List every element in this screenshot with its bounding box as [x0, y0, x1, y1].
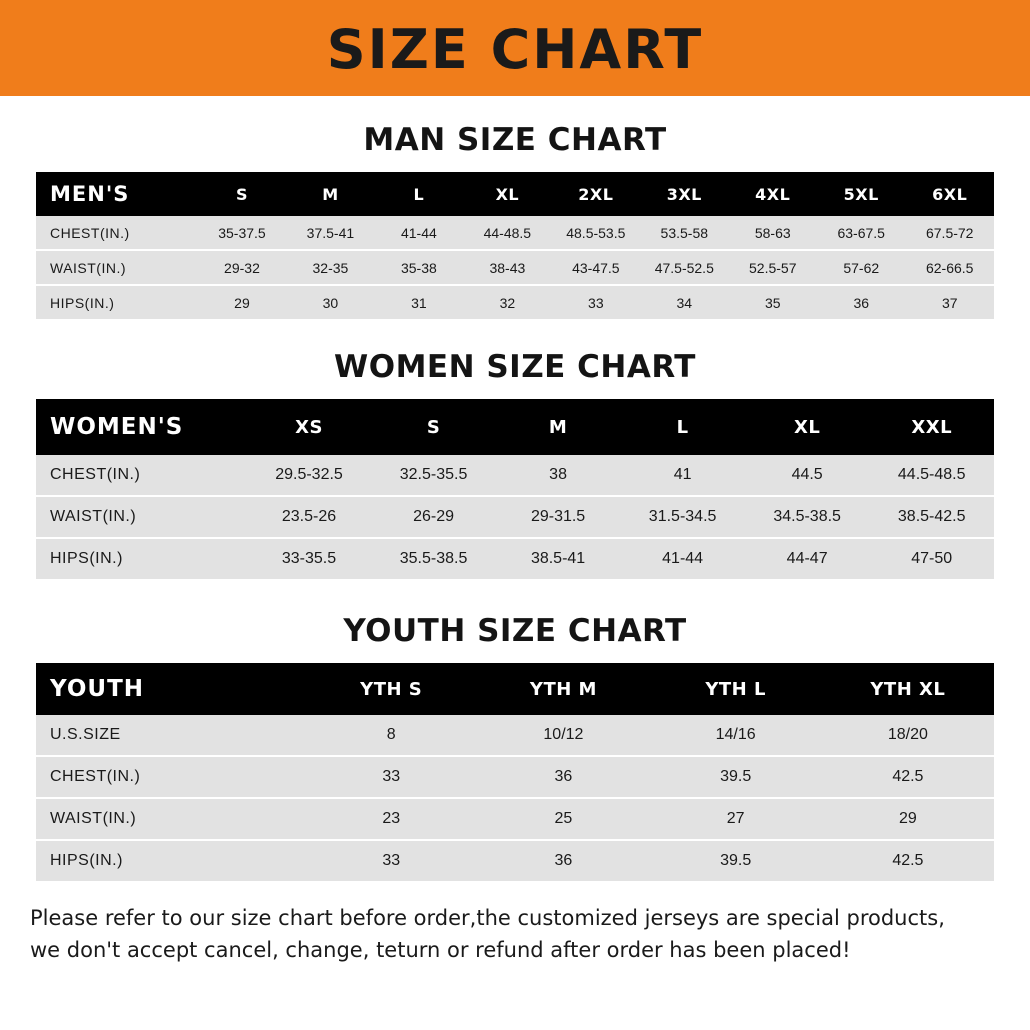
column-header: MEN'S	[36, 172, 198, 216]
row-label: HIPS(IN.)	[36, 285, 198, 319]
row-label: CHEST(IN.)	[36, 756, 305, 798]
table-cell: 32-35	[286, 250, 374, 285]
table-cell: 47-50	[869, 538, 994, 579]
table-cell: 43-47.5	[552, 250, 640, 285]
column-header: WOMEN'S	[36, 399, 247, 455]
table-cell: 63-67.5	[817, 216, 905, 250]
table-cell: 62-66.5	[905, 250, 994, 285]
table-cell: 48.5-53.5	[552, 216, 640, 250]
column-header: XL	[463, 172, 551, 216]
table-cell: 27	[650, 798, 822, 840]
column-header: YOUTH	[36, 663, 305, 715]
table-cell: 38-43	[463, 250, 551, 285]
row-label: WAIST(IN.)	[36, 496, 247, 538]
column-header: XXL	[869, 399, 994, 455]
column-header: L	[375, 172, 463, 216]
table-cell: 23.5-26	[247, 496, 372, 538]
table-cell: 41-44	[375, 216, 463, 250]
youth-size-table-wrap	[36, 663, 994, 881]
table-row	[36, 496, 994, 538]
column-header: L	[620, 399, 745, 455]
man-size-table-wrap	[36, 172, 994, 319]
row-label: CHEST(IN.)	[36, 455, 247, 496]
table-cell: 29.5-32.5	[247, 455, 372, 496]
table-cell: 33	[305, 756, 477, 798]
man-size-table	[36, 172, 994, 319]
table-cell: 32.5-35.5	[371, 455, 496, 496]
table-cell: 32	[463, 285, 551, 319]
table-row	[36, 756, 994, 798]
table-row	[36, 285, 994, 319]
table-row	[36, 250, 994, 285]
table-cell: 31.5-34.5	[620, 496, 745, 538]
column-header: S	[371, 399, 496, 455]
column-header: 5XL	[817, 172, 905, 216]
table-cell: 31	[375, 285, 463, 319]
table-header-row	[36, 399, 994, 455]
table-header-row	[36, 172, 994, 216]
table-cell: 36	[477, 840, 649, 881]
table-cell: 34	[640, 285, 728, 319]
table-cell: 35-37.5	[198, 216, 286, 250]
table-cell: 42.5	[822, 840, 994, 881]
man-section-title: MAN SIZE CHART	[363, 122, 667, 158]
table-row	[36, 715, 994, 756]
table-cell: 14/16	[650, 715, 822, 756]
youth-section-title: YOUTH SIZE CHART	[343, 613, 687, 649]
table-cell: 10/12	[477, 715, 649, 756]
table-row	[36, 798, 994, 840]
table-cell: 25	[477, 798, 649, 840]
table-cell: 30	[286, 285, 374, 319]
footer-note-line-1: Please refer to our size chart before order,the customized jerseys are special products,	[30, 906, 945, 930]
table-cell: 29	[822, 798, 994, 840]
table-cell: 39.5	[650, 840, 822, 881]
table-header-row	[36, 663, 994, 715]
page-title: SIZE CHART	[326, 18, 704, 81]
table-cell: 53.5-58	[640, 216, 728, 250]
table-cell: 38	[496, 455, 621, 496]
table-cell: 36	[817, 285, 905, 319]
table-cell: 29-31.5	[496, 496, 621, 538]
table-cell: 35.5-38.5	[371, 538, 496, 579]
column-header: M	[286, 172, 374, 216]
table-cell: 41-44	[620, 538, 745, 579]
table-cell: 44-47	[745, 538, 870, 579]
table-cell: 35	[729, 285, 817, 319]
table-cell: 23	[305, 798, 477, 840]
table-row	[36, 455, 994, 496]
row-label: HIPS(IN.)	[36, 538, 247, 579]
table-cell: 33-35.5	[247, 538, 372, 579]
column-header: XS	[247, 399, 372, 455]
row-label: WAIST(IN.)	[36, 250, 198, 285]
table-row	[36, 538, 994, 579]
column-header: YTH L	[650, 663, 822, 715]
table-cell: 44-48.5	[463, 216, 551, 250]
table-cell: 44.5	[745, 455, 870, 496]
women-section-title: WOMEN SIZE CHART	[334, 349, 696, 385]
column-header: 3XL	[640, 172, 728, 216]
table-cell: 37.5-41	[286, 216, 374, 250]
table-cell: 67.5-72	[905, 216, 994, 250]
table-cell: 58-63	[729, 216, 817, 250]
column-header: YTH S	[305, 663, 477, 715]
table-cell: 38.5-42.5	[869, 496, 994, 538]
table-cell: 39.5	[650, 756, 822, 798]
table-cell: 41	[620, 455, 745, 496]
column-header: S	[198, 172, 286, 216]
table-cell: 35-38	[375, 250, 463, 285]
table-cell: 26-29	[371, 496, 496, 538]
table-row	[36, 840, 994, 881]
column-header: 2XL	[552, 172, 640, 216]
table-cell: 29-32	[198, 250, 286, 285]
table-cell: 44.5-48.5	[869, 455, 994, 496]
header-banner	[0, 0, 1030, 96]
column-header: M	[496, 399, 621, 455]
table-cell: 33	[305, 840, 477, 881]
column-header: XL	[745, 399, 870, 455]
table-cell: 38.5-41	[496, 538, 621, 579]
table-cell: 29	[198, 285, 286, 319]
row-label: HIPS(IN.)	[36, 840, 305, 881]
column-header: YTH M	[477, 663, 649, 715]
row-label: WAIST(IN.)	[36, 798, 305, 840]
table-cell: 52.5-57	[729, 250, 817, 285]
table-cell: 37	[905, 285, 994, 319]
footer-note	[30, 903, 1000, 966]
table-cell: 57-62	[817, 250, 905, 285]
column-header: 6XL	[905, 172, 994, 216]
column-header: 4XL	[729, 172, 817, 216]
youth-size-table	[36, 663, 994, 881]
table-cell: 18/20	[822, 715, 994, 756]
women-size-table	[36, 399, 994, 579]
table-cell: 36	[477, 756, 649, 798]
table-cell: 8	[305, 715, 477, 756]
column-header: YTH XL	[822, 663, 994, 715]
row-label: CHEST(IN.)	[36, 216, 198, 250]
row-label: U.S.SIZE	[36, 715, 305, 756]
table-row	[36, 216, 994, 250]
table-cell: 42.5	[822, 756, 994, 798]
table-cell: 33	[552, 285, 640, 319]
table-cell: 47.5-52.5	[640, 250, 728, 285]
women-size-table-wrap	[36, 399, 994, 579]
table-cell: 34.5-38.5	[745, 496, 870, 538]
footer-note-line-2: we don't accept cancel, change, teturn or refund after order has been placed!	[30, 937, 851, 962]
